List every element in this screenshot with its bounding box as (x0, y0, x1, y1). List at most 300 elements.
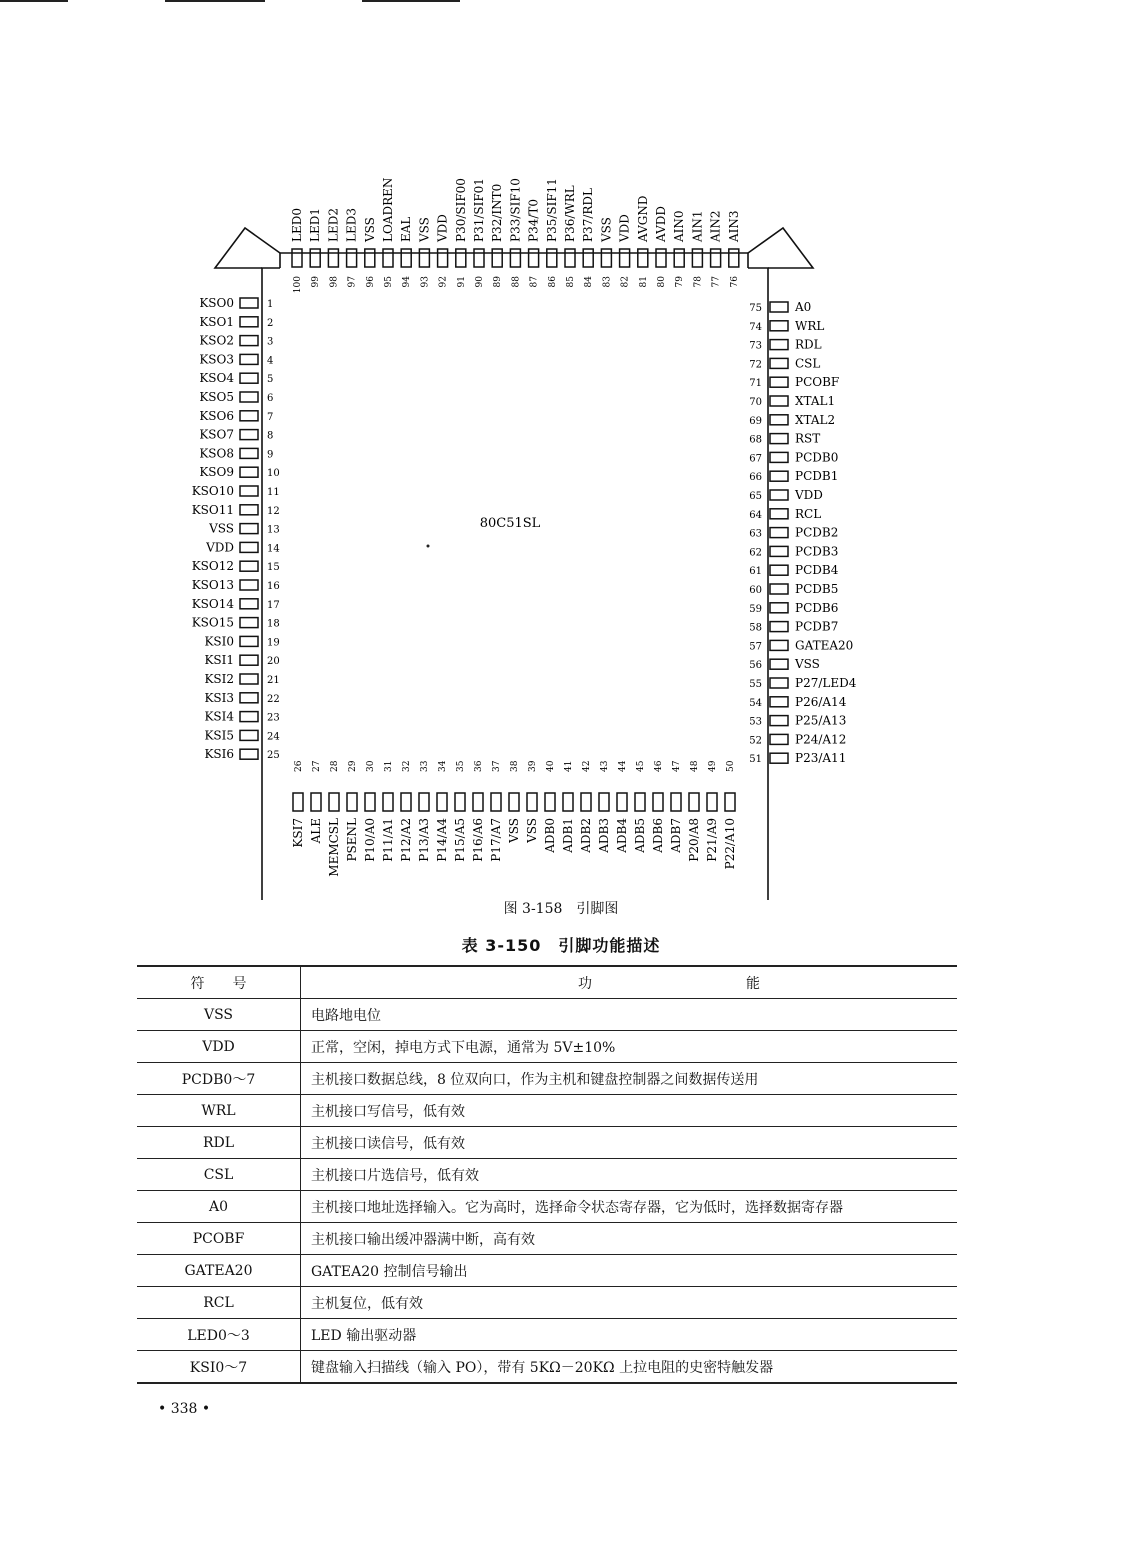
pin-right-lead (770, 678, 788, 688)
pin-top-lead (347, 249, 357, 267)
pin-bottom-number: 27 (312, 760, 322, 772)
pin-left-number: 13 (267, 524, 280, 536)
pin-left-number: 12 (267, 505, 280, 517)
pin-left-number: 22 (267, 693, 280, 705)
pin-bottom-label: P15/A5 (453, 818, 467, 862)
pin-left-number: 24 (267, 731, 280, 743)
pin-left-lead (240, 411, 258, 421)
pin-right-label: VSS (795, 657, 820, 672)
pin-left-number: 19 (267, 637, 280, 649)
pin-right-label: GATEA20 (795, 638, 854, 653)
pin-bottom-label: P22/A10 (723, 818, 737, 870)
pin-left-number: 25 (267, 750, 280, 762)
pin-left-label: KSI6 (204, 747, 234, 762)
table-row (137, 1159, 957, 1191)
pin-left-label: KSI5 (204, 728, 234, 743)
pin-left-lead (240, 542, 258, 552)
pin-left-label: VDD (206, 540, 234, 555)
table-row (137, 1063, 957, 1095)
pin-left-lead (240, 749, 258, 759)
pin-left-number: 23 (267, 712, 280, 724)
pin-left-label: KSO15 (191, 615, 234, 630)
pin-left-lead (240, 392, 258, 402)
pin-top-lead (565, 249, 575, 267)
pin-top-number: 90 (475, 276, 485, 288)
pin-bottom-label: VSS (525, 818, 539, 843)
pin-bottom-lead (563, 793, 573, 811)
pin-top-number: 91 (456, 276, 467, 288)
pin-right-lead (770, 565, 788, 575)
pin-top-number: 96 (365, 276, 376, 288)
pin-left-number: 21 (267, 675, 280, 686)
pin-left-label: KSI4 (204, 709, 234, 724)
pin-right-label: PCDB2 (795, 525, 839, 540)
pin-top-number: 86 (547, 276, 558, 288)
pin-bottom-lead (545, 793, 555, 811)
pin-top-lead (438, 249, 448, 267)
pin-right-lead (770, 471, 788, 481)
pin-right-lead (770, 603, 788, 613)
row-symbol: A0 (137, 1191, 301, 1223)
pin-top-lead (601, 249, 611, 267)
pin-right-number: 70 (749, 397, 762, 408)
pin-top-number: 93 (420, 276, 431, 288)
pin-bottom-lead (347, 793, 357, 811)
pin-bottom-label: ADB1 (561, 818, 575, 853)
pin-right-number: 61 (749, 566, 762, 578)
pin-left-label: VSS (209, 521, 234, 536)
pin-top-label: AIN3 (726, 210, 741, 242)
pin-top-label: EAL (399, 216, 414, 242)
row-function: 主机接口数据总线，8 位双向口，作为主机和键盘控制器之间数据传送用 (301, 1063, 958, 1095)
pin-top-label: P33/SIF10 (508, 178, 523, 242)
pin-bottom-number: 50 (726, 760, 736, 772)
pin-right-label: A0 (795, 300, 812, 314)
pin-right-lead (770, 377, 788, 387)
row-symbol: VSS (137, 999, 301, 1031)
pin-bottom-number: 38 (510, 760, 520, 772)
pin-left-label: KSO0 (199, 296, 234, 310)
pin-right-number: 52 (749, 735, 762, 747)
pin-bottom-number: 44 (618, 760, 628, 772)
pin-top-lead (547, 249, 557, 267)
pin-right-number: 58 (749, 622, 762, 634)
header-function (301, 966, 958, 999)
pin-bottom-lead (473, 793, 483, 811)
pin-right-lead (770, 509, 788, 519)
pin-right-number: 73 (749, 340, 762, 352)
pin-top-number: 97 (347, 276, 358, 288)
pin-top-lead (383, 249, 393, 267)
pin-right-label: PCDB6 (795, 600, 839, 615)
pin-bottom-number: 26 (294, 760, 304, 772)
pin-top-label: AIN1 (690, 210, 705, 242)
pin-bottom-number: 40 (546, 760, 556, 772)
pin-right-lead (770, 640, 788, 650)
pin-left-label: KSO13 (191, 578, 234, 592)
pin-left-lead (240, 730, 258, 740)
pin-left-lead (240, 505, 258, 515)
pin-top-lead (711, 249, 721, 267)
pin-right-number: 68 (749, 434, 762, 446)
pin-left-label: KSO7 (199, 427, 234, 442)
pin-right-label: PCDB1 (795, 469, 839, 484)
pin-right-label: RST (795, 431, 821, 446)
row-function: 主机接口读信号，低有效 (301, 1127, 958, 1159)
pin-left-label: KSO14 (191, 596, 234, 611)
pin-top-number: 92 (438, 276, 449, 288)
pin-left-lead (240, 298, 258, 308)
pin-top-label: P30/SIF00 (453, 178, 468, 242)
pin-right-label: P23/A11 (795, 751, 847, 766)
pin-top-number: 79 (675, 276, 686, 288)
pin-bottom-label: P11/A1 (381, 818, 395, 862)
row-function: 正常，空闲，掉电方式下电源，通常为 5V±10% (301, 1031, 958, 1063)
pin-top-label: P37/RDL (581, 187, 596, 242)
pin-top-lead (583, 249, 593, 267)
pin-right-number: 71 (749, 378, 762, 390)
pin-top-number: 95 (384, 276, 394, 288)
table-header-row (137, 966, 957, 999)
pin-top-lead (292, 249, 302, 267)
pin-left-number: 2 (267, 317, 274, 329)
pin-bottom-lead (311, 793, 321, 811)
pin-left-label: KSO8 (199, 446, 234, 461)
pin-top-lead (401, 249, 411, 267)
pin-left-label: KSO1 (199, 314, 234, 329)
pin-right-label: VDD (795, 488, 823, 502)
row-symbol: WRL (137, 1095, 301, 1127)
pin-bottom-number: 37 (492, 760, 502, 772)
pin-top-label: AVGND (635, 195, 650, 242)
row-function: 主机接口片选信号，低有效 (301, 1159, 958, 1191)
pin-left-label: KSO11 (191, 502, 234, 517)
pin-top-number: 87 (529, 276, 540, 288)
row-symbol: RDL (137, 1127, 301, 1159)
row-function: 主机接口地址选择输入。它为高时，选择命令状态寄存器，它为低时，选择数据寄存器 (301, 1191, 958, 1223)
pin-right-lead (770, 659, 788, 669)
pin-right-label: P27/LED4 (795, 676, 857, 690)
pin-right-lead (770, 340, 788, 350)
pin-bottom-lead (725, 793, 735, 811)
table-row (137, 1127, 957, 1159)
pin-right-lead (770, 302, 788, 312)
pin-left-label: KSO10 (191, 484, 234, 498)
pin-right-lead (770, 584, 788, 594)
pin-top-label: P35/SIF11 (544, 178, 559, 242)
pin-right-lead (770, 452, 788, 462)
pin-top-lead (365, 249, 375, 267)
pin-bottom-number: 34 (438, 760, 448, 772)
pin-right-number: 54 (749, 697, 762, 709)
pin-top-lead (692, 249, 702, 267)
pin-top-lead (656, 249, 666, 267)
pin-bottom-label: ADB3 (597, 818, 611, 853)
pin-top-label: LED2 (326, 208, 341, 242)
pin-left-label: KSI1 (204, 653, 234, 668)
chip-outline (215, 228, 813, 900)
pin-bottom-label: P16/A6 (471, 818, 485, 862)
pin-left-label: KSO6 (199, 408, 234, 423)
pin-right-label: PCDB3 (795, 544, 839, 559)
pin-top-label: LOADREN (381, 177, 395, 242)
pin-bottom-lead (437, 793, 447, 811)
pin-right-lead (770, 396, 788, 406)
pin-left-label: KSO12 (191, 559, 234, 574)
pin-right-number: 72 (749, 359, 762, 371)
pin-right-lead (770, 622, 788, 632)
pin-left-number: 3 (267, 336, 274, 348)
pin-top-label: AVDD (654, 206, 668, 242)
header-function-1: 功 (578, 975, 592, 992)
pin-left-label: KSI3 (204, 690, 234, 705)
pin-top-lead (510, 249, 520, 267)
pin-right-lead (770, 434, 788, 444)
pin-bottom-number: 31 (384, 760, 394, 772)
pin-top-number: 76 (729, 276, 740, 288)
pin-right-label: RDL (795, 337, 822, 352)
top-rule-1 (0, 0, 68, 2)
row-symbol: LED0～3 (137, 1319, 301, 1351)
pin-bottom-lead (617, 793, 627, 811)
pin-top-number: 99 (311, 276, 322, 288)
pin-top-label: P32/INT0 (490, 183, 505, 242)
pin-top-label: LED1 (308, 208, 323, 242)
pin-bottom-label: P12/A2 (399, 818, 413, 862)
pin-left-lead (240, 561, 258, 571)
pin-left-number: 6 (267, 393, 274, 404)
header-function-2: 能 (746, 975, 760, 992)
pin-left-label: KSO9 (199, 465, 234, 480)
pin-bottom-number: 36 (474, 760, 484, 772)
table-row (137, 1319, 957, 1351)
top-rule-2 (165, 0, 265, 2)
pin-bottom-number: 39 (528, 760, 538, 772)
pin-right-label: PCDB7 (795, 619, 839, 634)
pin-function-table (137, 965, 957, 1384)
table-row (137, 1255, 957, 1287)
pin-left-number: 17 (267, 599, 280, 611)
pin-top-label: AIN0 (672, 210, 687, 242)
pin-right-number: 63 (749, 528, 762, 540)
pin-right-number: 66 (749, 472, 762, 484)
pin-bottom-lead (401, 793, 411, 811)
pin-bottom-label: VSS (507, 818, 521, 843)
table-row (137, 1287, 957, 1319)
pin-right-lead (770, 321, 788, 331)
center-dot (427, 545, 430, 548)
pin-left-lead (240, 354, 258, 364)
pin-top-lead (419, 249, 429, 267)
pin-left-lead (240, 524, 258, 534)
pin-left-lead (240, 674, 258, 684)
row-function: 主机接口输出缓冲器满中断，高有效 (301, 1223, 958, 1255)
pin-top-label: VDD (435, 214, 450, 242)
pin-bottom-lead (491, 793, 501, 811)
pin-left-label: KSI0 (204, 634, 234, 649)
pin-left-number: 9 (267, 449, 274, 461)
pin-bottom-label: P20/A8 (687, 818, 701, 862)
pin-top-lead (456, 249, 466, 267)
pin-top-number: 83 (602, 276, 613, 288)
pin-top-label: LED3 (344, 208, 359, 242)
pin-left-lead (240, 486, 258, 496)
pin-right-label: PCOBF (795, 375, 840, 390)
figure-caption: 图 3-158 引脚图 (503, 901, 619, 917)
pin-left-label: KSO2 (199, 333, 234, 348)
pin-left-number: 11 (267, 487, 280, 498)
pin-left-number: 4 (267, 355, 274, 367)
pin-top-lead (492, 249, 502, 267)
pin-top-number: 88 (511, 276, 522, 288)
pin-bottom-label: ADB4 (615, 818, 629, 853)
pin-right-lead (770, 546, 788, 556)
pin-bottom-label: P13/A3 (417, 818, 431, 862)
pin-top-label: VSS (417, 217, 432, 242)
pin-bottom-number: 47 (672, 760, 682, 772)
pin-left-lead (240, 712, 258, 722)
pin-bottom-lead (653, 793, 663, 811)
pin-left-lead (240, 430, 258, 440)
pin-bottom-lead (581, 793, 591, 811)
pin-right-number: 69 (749, 415, 762, 427)
pin-top-lead (529, 249, 539, 267)
pin-left-lead (240, 655, 258, 665)
pin-bottom-number: 43 (600, 760, 610, 772)
pin-right-number: 57 (749, 641, 762, 653)
pin-bottom-lead (527, 793, 537, 811)
pin-bottom-lead (329, 793, 339, 811)
pin-top-label: P36/WRL (563, 185, 577, 242)
row-function: 主机复位，低有效 (301, 1287, 958, 1319)
pin-top-number: 78 (693, 276, 704, 288)
pin-top-number: 84 (584, 276, 595, 288)
pin-bottom-label: ALE (309, 818, 323, 844)
pin-top-lead (729, 249, 739, 267)
table-row (137, 1031, 957, 1063)
pin-top-number: 94 (402, 276, 413, 288)
pin-top-label: VSS (362, 217, 377, 242)
top-rule-3 (362, 0, 460, 2)
pin-bottom-number: 32 (402, 760, 412, 772)
pin-right-label: XTAL1 (795, 394, 836, 408)
pin-top-number: 82 (620, 276, 631, 288)
pin-left-label: KSI2 (204, 672, 234, 686)
pin-bottom-number: 49 (708, 760, 718, 772)
pin-left-number: 7 (267, 411, 274, 423)
pin-left-label: KSO5 (199, 390, 234, 404)
pin-top-number: 80 (657, 276, 667, 288)
pin-right-number: 53 (749, 716, 762, 728)
pin-bottom-lead (635, 793, 645, 811)
row-function: 主机接口写信号，低有效 (301, 1095, 958, 1127)
row-symbol: RCL (137, 1287, 301, 1319)
pin-left-label: KSO3 (199, 352, 234, 367)
pin-left-number: 14 (267, 543, 280, 555)
pin-left-lead (240, 317, 258, 327)
pin-top-lead (474, 249, 484, 267)
pin-top-lead (328, 249, 338, 267)
pin-bottom-label: P10/A0 (363, 818, 377, 862)
pin-right-number: 64 (749, 509, 762, 521)
pin-right-number: 51 (749, 754, 762, 766)
pin-bottom-lead (671, 793, 681, 811)
pin-left-number: 20 (267, 656, 280, 668)
pin-right-number: 60 (749, 585, 762, 596)
pin-top-label: P34/T0 (526, 198, 541, 242)
pin-bottom-label: KSI7 (291, 818, 305, 848)
pin-bottom-label: ADB6 (651, 818, 665, 853)
pin-bottom-label: P17/A7 (489, 818, 503, 862)
pin-top-label: VDD (617, 214, 632, 242)
pin-top-lead (674, 249, 684, 267)
pin-bottom-number: 41 (564, 760, 574, 772)
pin-left-lead (240, 448, 258, 458)
pin-top-number: 77 (711, 276, 722, 288)
pin-top-label: P31/SIF01 (472, 178, 486, 242)
pin-top-number: 89 (493, 276, 504, 288)
pin-top-label: LED0 (290, 208, 304, 242)
page-number: • 338 • (158, 1401, 211, 1417)
pin-left-lead (240, 580, 258, 590)
pin-bottom-number: 35 (456, 760, 466, 772)
pin-right-lead (770, 697, 788, 707)
row-function: GATEA20 控制信号输出 (301, 1255, 958, 1287)
pin-bottom-number: 46 (654, 760, 664, 772)
pin-right-number: 56 (749, 660, 762, 672)
pin-bottom-lead (419, 793, 429, 811)
pin-bottom-lead (365, 793, 375, 811)
pin-left-number: 15 (267, 562, 280, 574)
pin-bottom-number: 42 (582, 760, 592, 772)
chip-name: 80C51SL (479, 516, 541, 531)
pin-right-number: 65 (749, 491, 762, 502)
pin-bottom-label: MEMCSL (327, 818, 341, 877)
pin-left-lead (240, 693, 258, 703)
pin-top-number: 81 (638, 276, 649, 288)
pin-right-label: WRL (795, 318, 825, 333)
pin-left-number: 18 (267, 618, 280, 630)
pin-diagram (0, 150, 1122, 900)
row-symbol: VDD (137, 1031, 301, 1063)
pin-right-label: P24/A12 (795, 732, 847, 747)
pin-bottom-number: 33 (420, 760, 430, 772)
pin-bottom-lead (689, 793, 699, 811)
pin-right-number: 62 (749, 547, 762, 559)
pin-right-label: PCDB5 (795, 582, 839, 596)
table-row (137, 1191, 957, 1223)
pin-bottom-lead (509, 793, 519, 811)
header-symbol: 符 号 (137, 966, 301, 999)
pin-left-number: 8 (267, 430, 274, 442)
pin-bottom-lead (599, 793, 609, 811)
table-row (137, 1223, 957, 1255)
pin-bottom-lead (455, 793, 465, 811)
pin-bottom-number: 45 (636, 760, 646, 772)
pin-left-lead (240, 599, 258, 609)
pin-left-lead (240, 467, 258, 477)
pin-bottom-lead (707, 793, 717, 811)
pin-top-label: VSS (599, 217, 614, 242)
table-row (137, 999, 957, 1031)
pin-right-lead (770, 734, 788, 744)
row-function: 电路地电位 (301, 999, 958, 1031)
pin-right-label: RCL (795, 506, 822, 521)
pin-right-label: PCDB4 (795, 563, 839, 578)
row-symbol: CSL (137, 1159, 301, 1191)
pin-left-number: 1 (267, 299, 274, 310)
pin-right-lead (770, 358, 788, 368)
